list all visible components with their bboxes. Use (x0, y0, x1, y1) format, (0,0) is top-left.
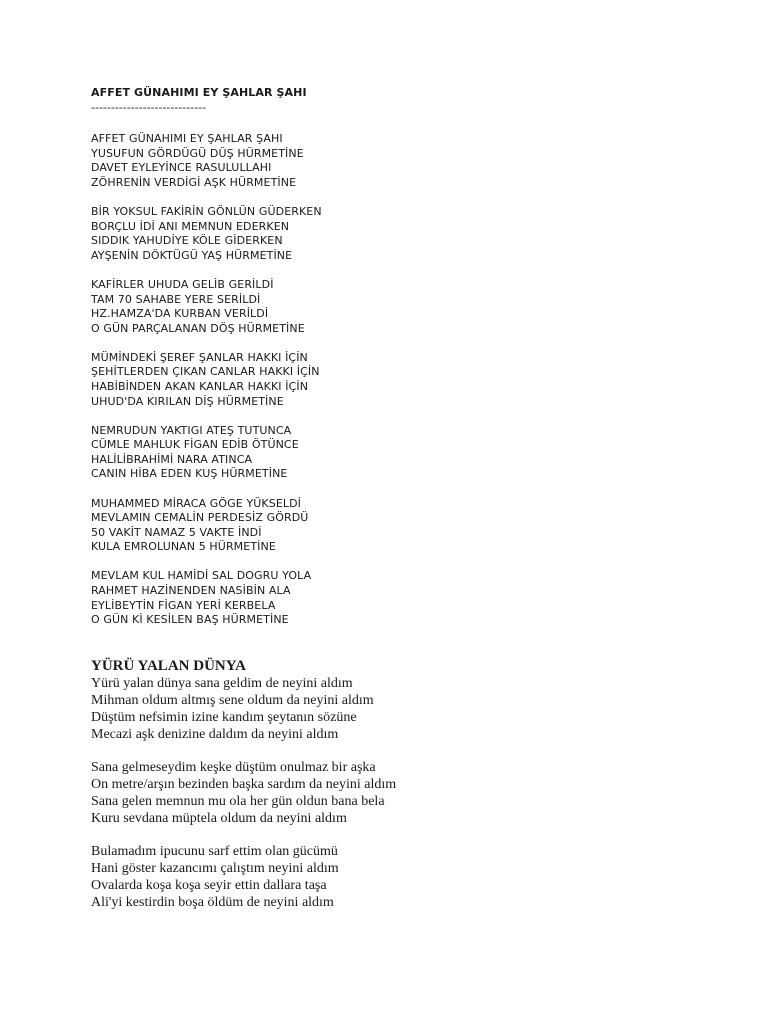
stanza (91, 676, 691, 744)
verse-line: Ovalarda koşa koşa seyir ettin dallara taşa (91, 878, 327, 894)
poem-title: YÜRÜ YALAN DÜNYA (91, 658, 247, 674)
verse-line: TAM 70 SAHABE YERE SERİLDİ (91, 292, 261, 306)
verse-line: Yürü yalan dünya sana geldim de neyini aldım (91, 675, 353, 691)
verse-line: Hani göster kazancımı çalıştım neyini aldım (91, 861, 339, 877)
verse-line: SIDDIK YAHUDİYE KÖLE GİDERKEN (91, 234, 283, 248)
verse-line: Bulamadım ipucunu sarf ettim olan gücümü (91, 844, 338, 860)
stanza (91, 278, 691, 336)
verse-line: O GÜN PARÇALANAN DÖŞ HÜRMETİNE (91, 321, 305, 335)
stanza (91, 569, 691, 627)
verse-line: MÜMİNDEKİ ŞEREF ŞANLAR HAKKI İÇİN (91, 350, 308, 364)
verse-line: KULA EMROLUNAN 5 HÜRMETİNE (91, 540, 276, 554)
verse-line: BORÇLU İDİ ANI MEMNUN EDERKEN (91, 219, 290, 233)
verse-line: Sana gelen memnun mu ola her gün oldun bana bela (91, 793, 385, 809)
verse-line: 50 VAKİT NAMAZ 5 VAKTE İNDİ (91, 525, 262, 539)
stanza (91, 351, 691, 409)
stanza (91, 205, 691, 263)
verse-line: DAVET EYLEYİNCE RASULULLAHI (91, 161, 272, 175)
poem-title: AFFET GÜNAHIMI EY ŞAHLAR ŞAHI (91, 86, 307, 99)
verse-line: BİR YOKSUL FAKİRİN GÖNLÜN GÜDERKEN (91, 205, 322, 219)
poem-yuru-yalan-dunya (91, 658, 691, 929)
verse-line: Kuru sevdana müptela oldum da neyini aldım (91, 810, 347, 826)
verse-line: AYŞENİN DÖKTÜGÜ YAŞ HÜRMETİNE (91, 248, 293, 262)
verse-line: Ali'yi kestirdin boşa öldüm de neyini aldım (91, 895, 334, 911)
verse-line: KAFİRLER UHUDA GELİB GERİLDİ (91, 277, 274, 291)
verse-line: RAHMET HAZİNENDEN NASİBİN ALA (91, 584, 291, 598)
verse-line: HABİBİNDEN AKAN KANLAR HAKKI İÇİN (91, 380, 309, 393)
verse-line: MEVLAMIN CEMALİN PERDESİZ GÖRDÜ (91, 511, 309, 525)
verse-line: ŞEHİTLERDEN ÇIKAN CANLAR HAKKI İÇİN (91, 365, 320, 379)
verse-line: ZÖHRENİN VERDİGİ AŞK HÜRMETİNE (91, 175, 297, 189)
verse-line: Mihman oldum altmış sene oldum da neyini aldım (91, 692, 374, 708)
verse-line: YUSUFUN GÖRDÜGÜ DÜŞ HÜRMETİNE (91, 146, 304, 160)
verse-line: EYLİBEYTİN FİGAN YERİ KERBELA (91, 598, 276, 612)
verse-line: On metre/arşın bezinden başka sardım da neyini aldım (91, 777, 397, 793)
stanza (91, 760, 691, 828)
stanza (91, 497, 691, 555)
verse-line: AFFET GÜNAHIMI EY ŞAHLAR ŞAHI (91, 132, 283, 146)
verse-line: MEVLAM KUL HAMİDİ SAL DOGRU YOLA (91, 569, 312, 583)
stanza (91, 424, 691, 482)
verse-line: HZ.HAMZA'DA KURBAN VERİLDİ (91, 307, 269, 321)
verse-line: Sana gelmeseydim keşke düştüm onulmaz bir aşka (91, 760, 376, 776)
verse-line: UHUD'DA KIRILAN DİŞ HÜRMETİNE (91, 394, 284, 408)
verse-line: Düştüm nefsimin izine kandım şeytanın sözüne (91, 709, 357, 725)
verse-line: MUHAMMED MİRACA GÖGE YÜKSELDİ (91, 496, 302, 510)
stanza (91, 132, 691, 190)
title-underline: ----------------------------- (91, 100, 207, 114)
verse-line: O GÜN Kİ KESİLEN BAŞ HÜRMETİNE (91, 613, 289, 627)
poem-affet-gunahimi (91, 86, 691, 642)
stanza (91, 844, 691, 912)
verse-line: NEMRUDUN YAKTIGI ATEŞ TUTUNCA (91, 423, 292, 437)
verse-line: CANIN HİBA EDEN KUŞ HÜRMETİNE (91, 467, 288, 481)
verse-line: Mecazi aşk denizine daldım da neyini aldım (91, 726, 339, 742)
verse-line: CÜMLE MAHLUK FİGAN EDİB ÖTÜNCE (91, 438, 299, 452)
verse-line: HALİLİBRAHİMİ NARA ATINCA (91, 452, 253, 466)
